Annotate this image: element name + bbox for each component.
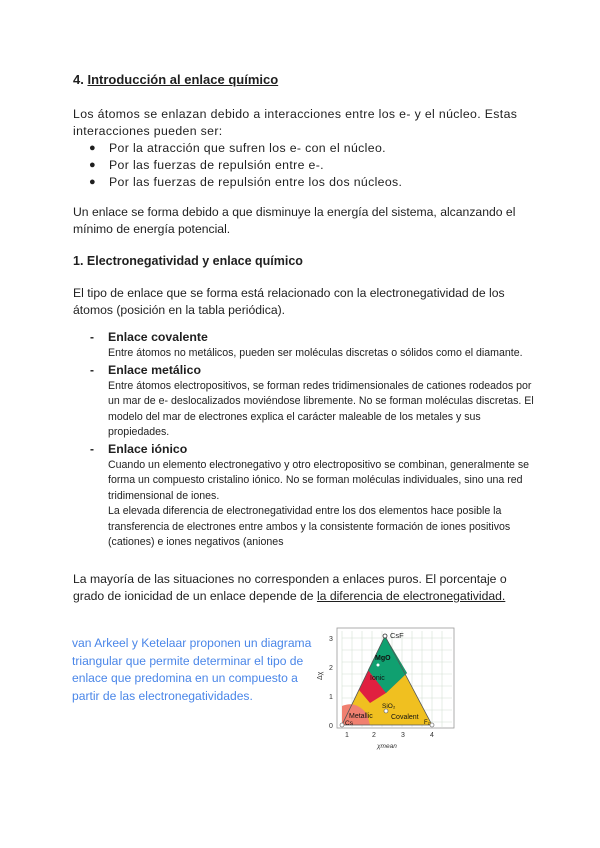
y-tick-label: 1 [329,694,333,701]
electronegativity-paragraph: El tipo de enlace que se forma está relacionado con la electronegatividad de los átomos (posición en la tabla periódica). [73,286,505,317]
x-tick-label: 2 [372,732,376,739]
csf-label: CsF [390,631,404,640]
y-axis-ticks [329,636,333,730]
energy-paragraph: Un enlace se forma debido a que disminuye la energía del sistema, alcanzando el mínimo de energía potencial. [73,205,516,236]
ionic-label: Ionic [370,675,385,682]
ionicity-text: La mayoría de las situaciones no corresponden a enlaces puros. El porcentaje o grado de ionicidad de un enlace depende de [73,572,507,603]
bullet-icon: ● [89,159,96,171]
heading-title: Introducción al enlace químico [87,72,279,87]
bond-type-text: Entre átomos no metálicos, pueden ser moléculas discretas o sólidos como el diamante. [108,347,523,359]
mgo-point [377,664,380,667]
bond-type-text: Cuando un elemento electronegativo y otro electropositivo se combinan, generalmente se forma un compuesto cristalino iónico. No se forman moléculas individuales, sino una red tridimensional de iones. [108,458,530,502]
f2-point [430,723,434,727]
section-heading [73,72,533,87]
bond-type-title: Enlace covalente [108,330,208,344]
ionicity-paragraph [73,571,533,605]
list-item: ● Por las fuerzas de repulsión entre e-. [89,158,324,172]
subsection-heading: 1. Electronegatividad y enlace químico [73,254,303,268]
bond-type-title: Enlace metálico [108,362,201,377]
mgo-label: MgO [375,655,391,662]
x-tick-label: 1 [345,732,349,739]
bullet-icon: ● [89,176,96,188]
bond-type-title: Enlace iónico [108,441,188,456]
metallic-label: Metallic [349,713,373,720]
intro-text: Los átomos se enlazan debido a interacciones entre los e- y el núcleo. Estas interacciones pueden ser: [73,107,518,138]
ionicity-underlined: la diferencia de electronegatividad. [316,589,506,603]
bond-type-metallic [90,362,540,441]
bond-type-ionic [90,441,540,551]
x-axis-label: χmean [377,743,397,750]
list-item: ● Por la atracción que sufren los e- con el núcleo. [89,141,386,155]
bond-types-list [90,329,540,551]
y-tick-label: 3 [329,636,333,643]
bond-type-covalent [90,329,540,362]
bullet-icon: ● [89,142,96,154]
y-tick-label: 2 [329,665,333,672]
dash-marker: - [90,362,94,377]
sio2-label: SiO₂ [382,703,396,710]
van-arkel-ketelaar-diagram [312,618,462,758]
interaction-list [73,140,533,191]
f2-label: F₂ [424,720,430,726]
intro-block [73,106,533,191]
diagram-note: van Arkeel y Ketelaar proponen un diagrama triangular que permite determinar el tipo de enlace que predomina en un compuesto a partir de las electronegatividades. [72,636,312,703]
list-item: ● Por las fuerzas de repulsión entre los dos núcleos. [89,175,403,189]
y-tick-label: 0 [329,723,333,730]
bond-type-text-extra: La elevada diferencia de electronegatividad entre los dos elementos hace posible la transferencia de electrones entre ambos y la consistente formación de iones positivos (cationes) e iones negativos (aniones [108,505,511,548]
heading-number: 4. [73,72,84,87]
x-tick-label: 4 [430,732,434,739]
dash-marker: - [90,330,94,344]
y-axis-label: Δχ [317,671,324,680]
bond-type-text: Entre átomos electropositivos, se forman redes tridimensionales de cationes rodeados por un mar de e- deslocalizados moviéndose libremente. No se forman moléculas discretas. El modelo del mar de electrones explica el carácter maleable de los metales y sus propiedades. [108,379,534,438]
csf-point [383,634,387,638]
x-axis-ticks [345,732,434,739]
covalent-label: Covalent [391,714,419,721]
dash-marker: - [90,441,94,456]
x-tick-label: 3 [401,732,405,739]
cs-label: Cs [345,720,353,727]
cs-point [340,723,344,727]
